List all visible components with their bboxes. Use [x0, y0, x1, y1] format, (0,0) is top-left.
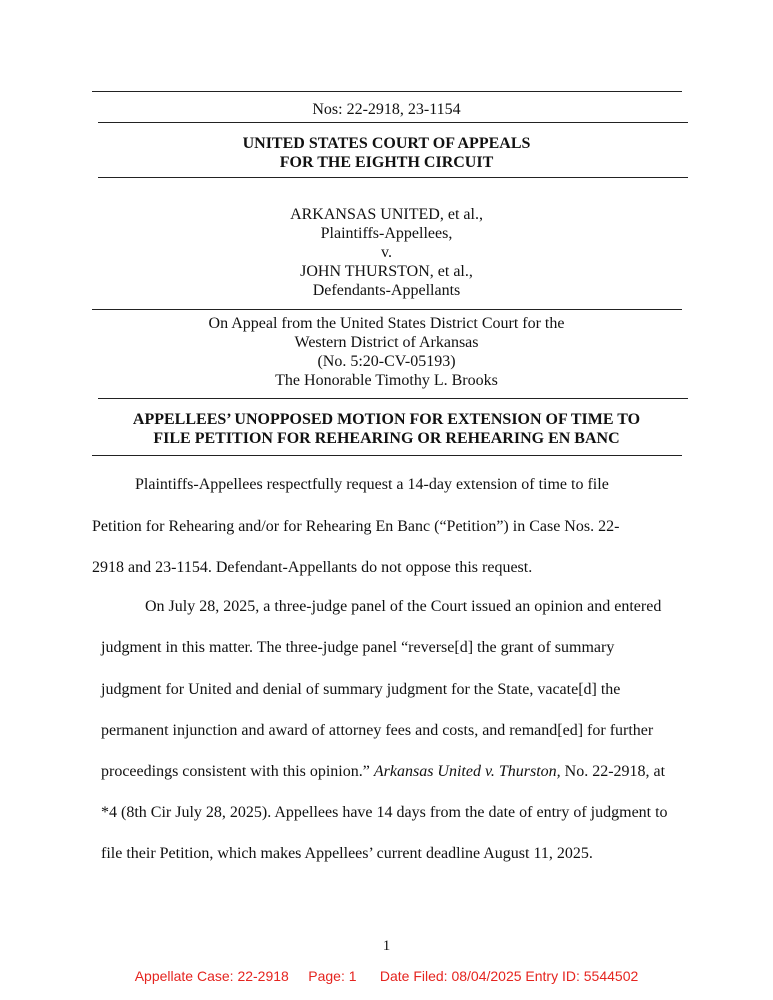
body-p2-line-5 [101, 763, 665, 781]
motion-title-line-1: APPELLEES’ UNOPPOSED MOTION FOR EXTENSION OF TIME TO [132, 411, 641, 428]
rule-top [92, 91, 682, 92]
case-citation: Arkansas United v. Thurston, [373, 763, 561, 780]
judge-name: The Honorable Timothy L. Brooks [275, 372, 498, 389]
district-case-number: (No. 5:20-CV-05193) [317, 353, 456, 370]
body-p2-line-5-post: No. 22-2918, at [560, 763, 666, 780]
court-name [0, 134, 773, 172]
filing-footer: Appellate Case: 22-2918 Page: 1 Date Filed: 08/04/2025 Entry ID: 5544502 [134, 968, 639, 984]
defendant-role: Defendants-Appellants [312, 282, 461, 299]
page-number: 1 [382, 938, 391, 954]
rule-after-parties [92, 309, 682, 310]
body-p2-line-1: On July 28, 2025, a three-judge panel of the Court issued an opinion and entered [145, 598, 662, 615]
body-p1-line-3: 2918 and 23-1154. Defendant-Appellants do not oppose this request. [92, 559, 533, 576]
rule-after-appeal [98, 398, 688, 399]
versus: v. [381, 244, 392, 261]
appeal-line-2: Western District of Arkansas [294, 334, 479, 351]
plaintiff-name: ARKANSAS UNITED, et al., [290, 206, 483, 223]
motion-title-line-2: FILE PETITION FOR REHEARING OR REHEARING EN BANC [153, 430, 620, 447]
body-p2-line-4: permanent injunction and award of attorney fees and costs, and remand[ed] for further [101, 722, 654, 739]
rule-after-case-numbers [98, 122, 688, 123]
plaintiff-role: Plaintiffs-Appellees, [320, 225, 453, 242]
appeal-block [0, 314, 773, 390]
court-line-2: FOR THE EIGHTH CIRCUIT [279, 154, 494, 171]
body-p1-line-1: Plaintiffs-Appellees respectfully request a 14-day extension of time to file [135, 476, 609, 493]
body-p2-line-5-pre: proceedings consistent with this opinion.” [101, 763, 374, 780]
body-p1-line-2: Petition for Rehearing and/or for Rehearing En Banc (“Petition”) in Case Nos. 22- [92, 518, 620, 535]
case-numbers-text: Nos: 22-2918, 23-1154 [312, 101, 461, 118]
rule-after-court [98, 177, 688, 178]
case-numbers [0, 100, 773, 119]
defendant-name: JOHN THURSTON, et al., [300, 263, 473, 280]
motion-title [0, 410, 773, 448]
body-p2-line-7: file their Petition, which makes Appellees’ current deadline August 11, 2025. [101, 845, 593, 862]
appeal-line-1: On Appeal from the United States District Court for the [208, 315, 565, 332]
body-p2-line-3: judgment for United and denial of summary judgment for the State, vacate[d] the [101, 681, 621, 698]
parties-block [0, 205, 773, 300]
body-p2-line-2: judgment in this matter. The three-judge panel “reverse[d] the grant of summary [101, 639, 615, 656]
court-line-1: UNITED STATES COURT OF APPEALS [242, 135, 531, 152]
rule-after-motion-title [92, 455, 682, 456]
body-p2-line-6: *4 (8th Cir July 28, 2025). Appellees have 14 days from the date of entry of judgment to [101, 804, 668, 821]
